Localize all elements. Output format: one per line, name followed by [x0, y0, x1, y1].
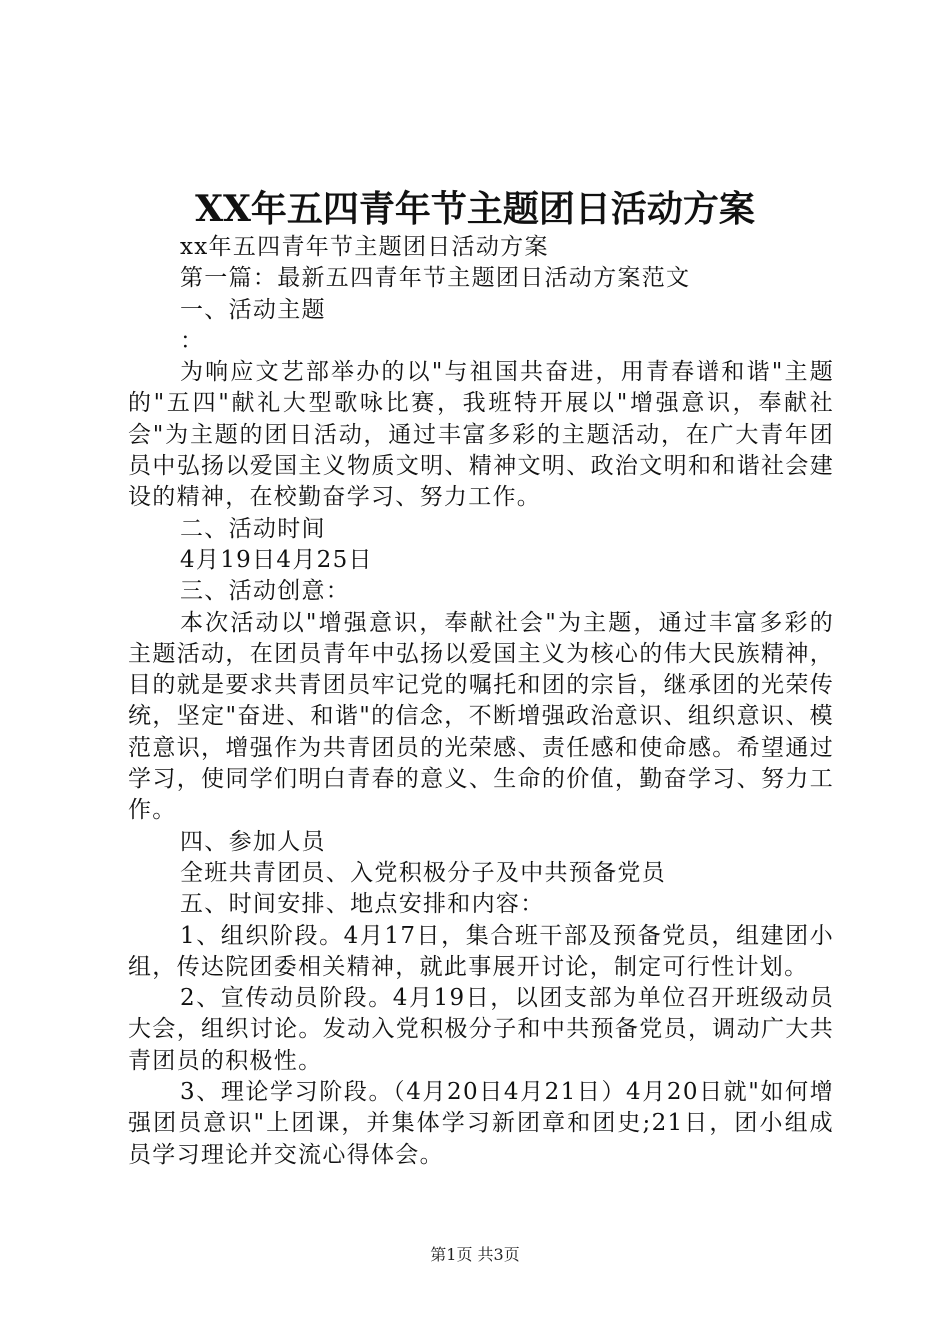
paragraph: 第一篇：最新五四青年节主题团日活动方案范文 [180, 265, 691, 292]
section-heading: 一、活动主题 [180, 296, 326, 323]
paragraph: 4月19日4月25日 [180, 546, 373, 573]
paragraph: ： [180, 327, 205, 354]
section-heading: 二、活动时间 [180, 515, 326, 542]
paragraph: xx年五四青年节主题团日活动方案 [180, 234, 549, 260]
paragraph: 本次活动以"增强意识，奉献社会"为主题，通过丰富多彩的主题活动，在团员青年中弘扬以爱国主义为核心的伟大民族精神，目的就是要求共青团员牢记党的嘱托和团的宗旨，继承团的光荣传统，坚定"奋进、和谐"的信念，不断增强政治意识、组织意识、模范意识，增强作为共青团员的光荣感、责任感和使命感。希望通过学习，使同学们明白青春的意义、生命的价值，勤奋学习、努力工作。 [128, 609, 834, 824]
paragraph: 2、宣传动员阶段。4月19日，以团支部为单位召开班级动员大会，组织讨论。发动入党积极分子和中共预备党员，调动广大共青团员的积极性。 [128, 985, 834, 1074]
document-body [128, 232, 834, 1171]
page-number: 第1页 共3页 [430, 1245, 520, 1264]
document-title: XX年五四青年节主题团日活动方案 [195, 188, 755, 230]
section-heading: 四、参加人员 [180, 828, 326, 855]
section-heading: 五、时间安排、地点安排和内容： [180, 891, 545, 918]
section-heading: 三、活动创意： [180, 578, 351, 605]
paragraph: 为响应文艺部举办的以"与祖国共奋进，用青春谱和谐"主题的"五四"献礼大型歌咏比赛，我班特开展以"增强意识，奉献社会"为主题的团日活动，通过丰富多彩的主题活动，在广大青年团员中弘扬以爱国主义物质文明、精神文明、政治文明和和谐社会建设的精神，在校勤奋学习、努力工作。 [128, 359, 834, 511]
paragraph: 1、组织阶段。4月17日，集合班干部及预备党员，组建团小组，传达院团委相关精神，就此事展开讨论，制定可行性计划。 [128, 922, 834, 980]
paragraph: 3、理论学习阶段。（4月20日4月21日）4月20日就"如何增强团员意识"上团课，并集体学习新团章和团史;21日，团小组成员学习理论并交流心得体会。 [128, 1079, 834, 1168]
paragraph: 全班共青团员、入党积极分子及中共预备党员 [180, 859, 666, 886]
